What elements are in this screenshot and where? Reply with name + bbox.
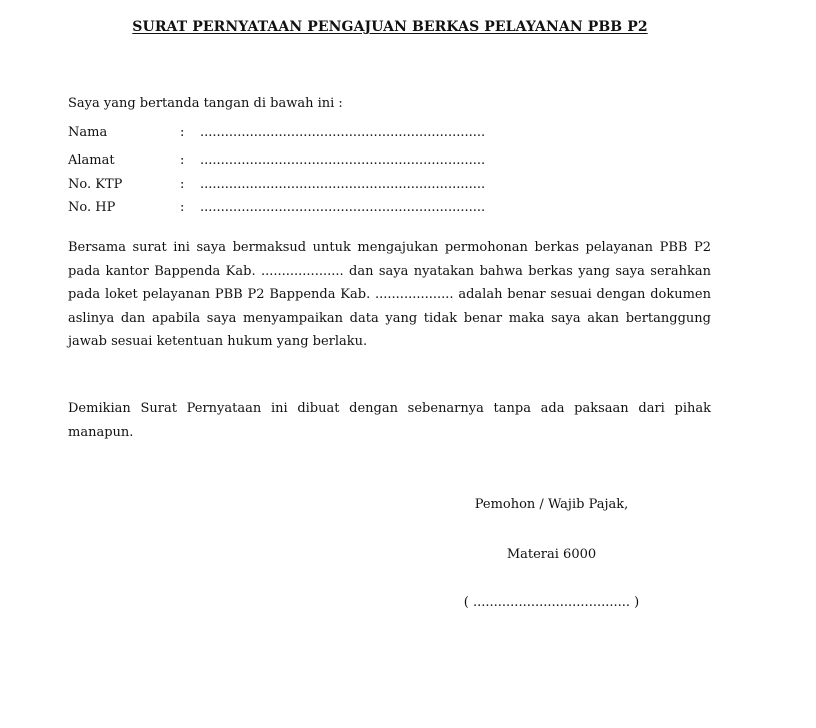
field-label: No. HP <box>68 200 116 215</box>
statement-paragraph: Bersama surat ini saya bermaksud untuk mengajukan permohonan berkas pelayanan PBB P2 pada kantor Bappenda Kab. .................... dan saya nyatakan bahwa berkas yang saya serahkan pada loket pelayanan PBB P2 Bappenda Kab. ................... adalah benar sesuai dengan dokumen aslinya dan apabila saya menyampaikan data yang tidak benar maka saya akan bertanggung jawab sesuai ketentuan hukum yang berlaku. <box>68 240 711 349</box>
document-title: SURAT PERNYATAAN PENGAJUAN BERKAS PELAYANAN PBB P2 <box>132 19 648 35</box>
intro-text: Saya yang bertanda tangan di bawah ini : <box>68 96 343 111</box>
field-value-blank: ..................................................................... <box>200 177 486 192</box>
field-separator: : <box>180 153 185 168</box>
field-separator: : <box>180 200 185 215</box>
field-separator: : <box>180 125 185 140</box>
signer-role: Pemohon / Wajib Pajak, <box>474 497 629 512</box>
field-value-blank: ..................................................................... <box>200 125 486 140</box>
field-value-blank: ..................................................................... <box>200 200 486 215</box>
signer-name-line: ( ...................................... ) <box>463 595 640 610</box>
field-label: No. KTP <box>68 177 123 192</box>
field-separator: : <box>180 177 185 192</box>
field-label: Alamat <box>68 153 115 168</box>
field-label: Nama <box>68 125 108 140</box>
field-value-blank: ..................................................................... <box>200 153 486 168</box>
stamp-label: Materai 6000 <box>506 547 597 562</box>
closing-paragraph: Demikian Surat Pernyataan ini dibuat dengan sebenarnya tanpa ada paksaan dari pihak manapun. <box>68 401 711 440</box>
